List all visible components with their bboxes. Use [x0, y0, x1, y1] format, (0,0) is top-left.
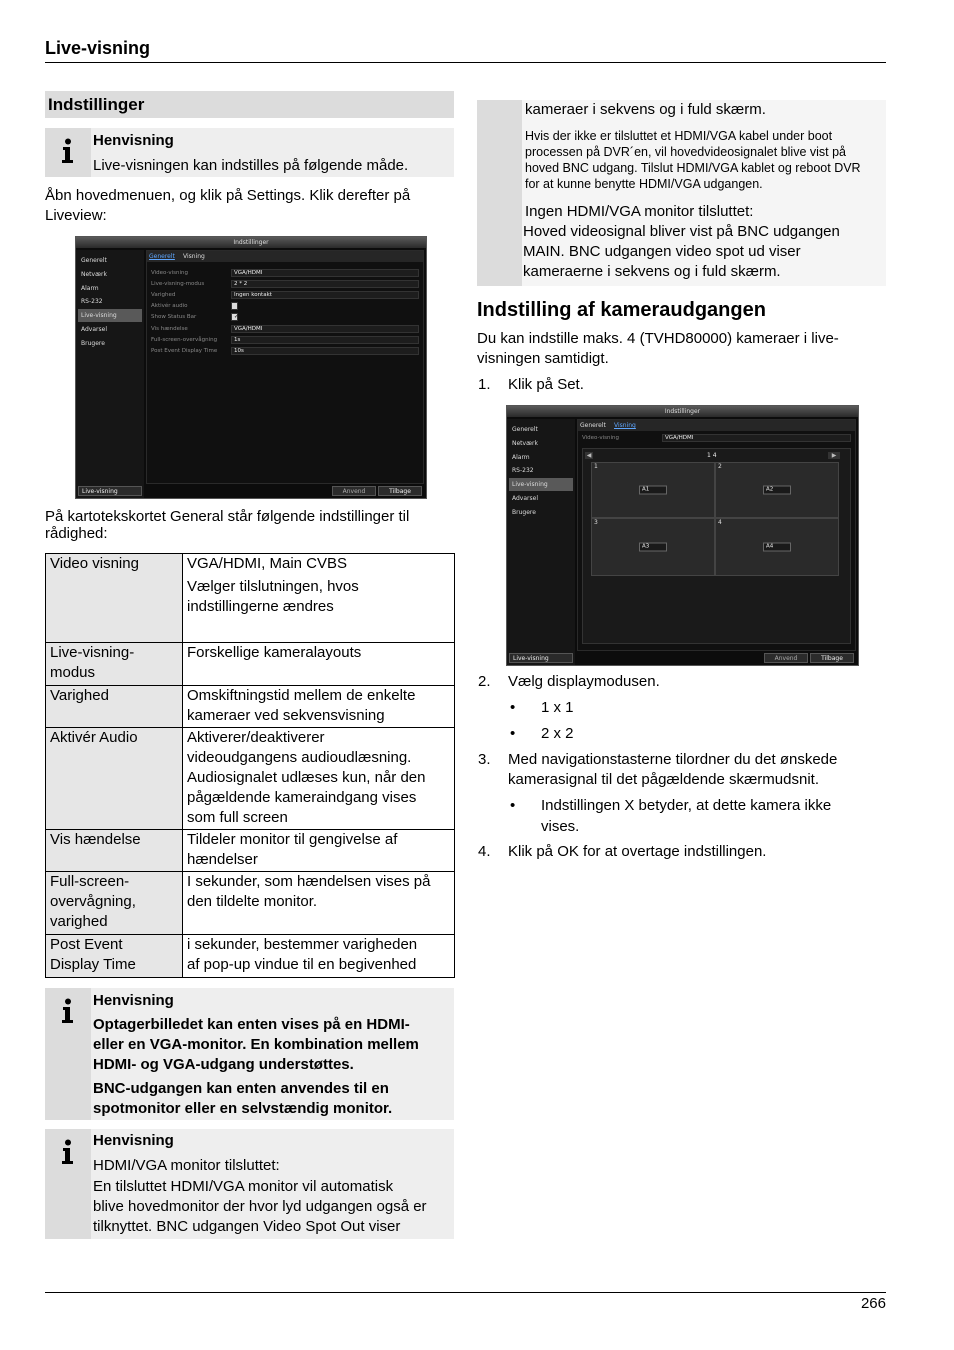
general-tab-paragraph — [45, 507, 454, 544]
sidebar-item-brugere[interactable]: Brugere — [81, 340, 105, 347]
bullet-dot: • — [510, 699, 516, 716]
camera-select[interactable]: A1 — [639, 486, 667, 495]
settings-table — [45, 553, 455, 978]
step-number: 2. — [478, 673, 491, 690]
table-value-cell — [183, 686, 455, 728]
table-row — [46, 830, 455, 872]
text-line: processen på DVR´en, vil hovedvideosignalet blive vist på — [525, 145, 847, 159]
cell-line: kameraer ved sekvensvisning — [187, 707, 385, 724]
cell-line: Tildeler monitor til gengivelse af — [187, 831, 398, 848]
cell-line: Forskellige kameralayouts — [187, 644, 362, 661]
cell-line: Aktivér Audio — [50, 729, 138, 746]
table-key-cell — [46, 830, 183, 872]
setting-label: Live-visning-modus — [151, 281, 205, 287]
text-line: Ingen HDMI/VGA monitor tilsluttet: — [525, 203, 754, 220]
sidebar-item-rs232[interactable]: RS-232 — [81, 298, 103, 305]
setting-label: Full-screen-overvågning — [151, 337, 218, 343]
setting-row — [151, 312, 419, 322]
sidebar-item-live-visning[interactable]: Live-visning — [509, 478, 573, 491]
cell-line: overvågning, — [50, 893, 136, 910]
cell-line: Vis hændelse — [50, 831, 141, 848]
setting-checkbox[interactable] — [231, 302, 238, 310]
cell-line: Vælger tilslutningen, hvos — [187, 578, 359, 595]
text-line: spotmonitor eller en selvstændig monitor. — [93, 1100, 393, 1117]
setting-row — [582, 433, 851, 443]
setting-label: Post Event Display Time — [151, 348, 218, 354]
page-number: 266 — [860, 1295, 886, 1312]
table-value-cell — [183, 728, 455, 830]
section-heading: Indstilling af kameraudgangen — [477, 299, 766, 321]
sidebar-item-generelt[interactable]: Generelt — [512, 426, 538, 433]
cell-line: Live-visning- — [50, 644, 135, 661]
cell-line: af pop-up vindue til en begivenhed — [187, 956, 417, 973]
sidebar-item-advarsel[interactable]: Advarsel — [81, 326, 107, 333]
text-line: blive hovedmonitor der hvor lyd udgangen også er — [93, 1198, 427, 1215]
note-small-text — [525, 128, 884, 192]
setting-row — [151, 268, 419, 278]
step-number: 4. — [478, 843, 491, 860]
cell-line: Varighed — [50, 687, 109, 704]
section-heading — [45, 91, 454, 118]
table-key-cell — [46, 554, 183, 643]
setting-row — [151, 301, 419, 311]
cell-line: videoudgangens audioudlæsning. — [187, 749, 412, 766]
grid-cell[interactable] — [591, 462, 715, 518]
note-icon-column — [45, 128, 91, 177]
back-button[interactable]: Tilbage — [810, 653, 854, 663]
cell-line: i sekunder, bestemmer varigheden — [187, 936, 418, 953]
info-icon — [61, 138, 75, 164]
text-line: rådighed: — [45, 525, 108, 542]
sidebar-item-rs232[interactable]: RS-232 — [512, 467, 534, 474]
cell-line: VGA/HDMI, Main CVBS — [187, 555, 348, 572]
note-paragraph — [93, 1015, 452, 1075]
sidebar-item-generelt[interactable]: Generelt — [81, 257, 107, 264]
tab-visning[interactable]: Visning — [183, 253, 205, 260]
setting-label: Varighed — [151, 292, 176, 298]
text-line: HDMI/VGA monitor tilsluttet: — [93, 1157, 280, 1174]
text-line: Liveview: — [45, 207, 107, 224]
page-indicator: 1 4 — [707, 452, 717, 459]
cell-line: modus — [50, 664, 96, 681]
text-line: Indstillingen X betyder, at dette kamera ikke — [541, 797, 832, 814]
table-value-cell — [183, 935, 455, 978]
note-title: Henvisning — [93, 132, 174, 149]
cell-line: Video visning — [50, 555, 139, 572]
cell-line: indstillingerne ændres — [187, 598, 334, 615]
setting-label: Video-visning — [582, 435, 619, 441]
step-text: Klik på OK for at overtage indstillingen. — [508, 843, 767, 860]
note-icon-column — [45, 1129, 91, 1239]
table-key-cell — [46, 935, 183, 978]
setting-label: Vis hændelse — [151, 326, 188, 332]
setting-dropdown[interactable]: VGA/HDMI — [231, 269, 419, 277]
text-line: for at kunne benytte HDMI/VGA udgangen. — [525, 177, 763, 191]
cell-line: den tildelte monitor. — [187, 893, 318, 910]
cell-number: 2 — [718, 463, 722, 470]
bullet-dot: • — [510, 725, 516, 742]
grid-cell[interactable] — [715, 518, 839, 576]
sidebar-item-alarm[interactable]: Alarm — [512, 454, 530, 461]
text-line: HDMI- og VGA-udgang understøttes. — [93, 1056, 354, 1073]
text-line: hoved BNC udgang. Tilslut HDMI/VGA kablet og reboot DVR — [525, 161, 861, 175]
text-line: Åbn hovedmenuen, og klik på Settings. Klik derefter på — [45, 187, 411, 204]
note-paragraph — [93, 1156, 452, 1237]
sidebar-item-netvaerk[interactable]: Netværk — [81, 271, 107, 278]
setting-label: Video-visning — [151, 270, 188, 276]
table-key-cell — [46, 872, 183, 935]
text-line: eller en VGA-monitor. En kombination mellem — [93, 1036, 419, 1053]
dvr-settings-screenshot — [75, 236, 427, 499]
table-row — [46, 554, 455, 643]
dvr-main-panel — [146, 250, 424, 484]
bullet-text — [541, 796, 881, 837]
note-title: Henvisning — [93, 1132, 174, 1149]
cell-line: Display Time — [50, 956, 136, 973]
text-line: MAIN. BNC udgangen video spot ud viser — [523, 243, 801, 260]
bullet-dot: • — [510, 797, 516, 814]
info-icon — [61, 998, 75, 1024]
next-page-button[interactable]: ▶ — [828, 452, 840, 459]
apply-button[interactable]: Anvend — [332, 486, 376, 496]
step-text: Klik på Set. — [508, 376, 584, 393]
cell-number: 1 — [594, 463, 598, 470]
page-header-title: Live-visning — [45, 38, 151, 58]
sidebar-item-live-visning[interactable]: Live-visning — [78, 309, 142, 322]
cell-line: Omskiftningstid mellem de enkelte — [187, 687, 416, 704]
back-button[interactable]: Tilbage — [378, 486, 422, 496]
text-line: vises. — [541, 818, 580, 835]
layout-grid — [582, 448, 851, 644]
table-row — [46, 872, 455, 935]
text-line: Du kan indstille maks. 4 (TVHD80000) kameraer i live- — [477, 330, 839, 347]
text-line: kameraerne i sekvens og i fuld skærm. — [523, 263, 781, 280]
setting-dropdown[interactable]: 10s — [231, 347, 419, 355]
camera-select[interactable]: A3 — [639, 543, 667, 552]
dvr-sidebar — [507, 419, 575, 665]
setting-dropdown[interactable]: 2 * 2 — [231, 280, 419, 288]
grid-cell[interactable] — [591, 518, 715, 576]
step-text: Vælg displaymodusen. — [508, 673, 660, 690]
text-line: kameraer i sekvens og i fuld skærm. — [525, 101, 766, 118]
cell-number: 3 — [594, 519, 598, 526]
footer-divider — [45, 1292, 886, 1293]
text-line: En tilsluttet HDMI/VGA monitor vil automatisk — [93, 1178, 394, 1195]
camera-select[interactable]: A4 — [763, 543, 791, 552]
section-heading-text: Indstillinger — [48, 95, 145, 114]
table-key-cell — [46, 686, 183, 728]
note-text: Live-visningen kan indstilles på følgende måde. — [93, 157, 409, 174]
camera-select[interactable]: A2 — [763, 486, 791, 495]
text-line: BNC-udgangen kan enten anvendes til en — [93, 1080, 389, 1097]
cell-line: I sekunder, som hændelsen vises på — [187, 873, 431, 890]
text-line: På kartotekskortet General står følgende indstillinger til — [45, 508, 410, 525]
note-box — [45, 128, 454, 177]
note-icon-column — [45, 988, 91, 1120]
info-icon — [61, 1139, 75, 1165]
note-box-continued — [477, 100, 886, 286]
note-paragraph — [523, 202, 884, 282]
bullet-text: 2 x 2 — [541, 725, 574, 742]
table-key-cell — [46, 643, 183, 686]
tab-visning[interactable]: Visning — [614, 422, 636, 429]
table-key-cell — [46, 728, 183, 830]
cell-line: varighed — [50, 913, 108, 930]
text-line: Hoved videosignal bliver vist på BNC udgangen — [523, 223, 840, 240]
cell-line: hændelser — [187, 851, 258, 868]
note-box — [45, 988, 454, 1120]
setting-row — [151, 279, 419, 289]
table-value-cell — [183, 643, 455, 686]
table-value-cell — [183, 830, 455, 872]
window-title: Indstillinger — [507, 406, 858, 417]
setting-row — [151, 335, 419, 345]
table-row — [46, 643, 455, 686]
tab-bar — [147, 251, 423, 262]
cell-line: som full screen — [187, 809, 288, 826]
dvr-sidebar — [76, 250, 144, 498]
current-menu-label: Live-visning — [78, 486, 142, 496]
setting-dropdown[interactable]: VGA/HDMI — [662, 434, 851, 442]
table-row — [46, 935, 455, 978]
setting-label: Aktivér audio — [151, 303, 188, 309]
table-row — [46, 728, 455, 830]
bullet-text: 1 x 1 — [541, 699, 574, 716]
step-number: 1. — [478, 376, 491, 393]
table-row — [46, 686, 455, 728]
current-menu-label: Live-visning — [509, 653, 573, 663]
setting-label: Show Status Bar — [151, 314, 197, 320]
setting-dropdown[interactable]: 1s — [231, 336, 419, 344]
tab-generelt[interactable]: Generelt — [580, 422, 606, 429]
cell-line: Full-screen- — [50, 873, 130, 890]
setting-row — [151, 290, 419, 300]
setting-dropdown[interactable]: VGA/HDMI — [231, 325, 419, 333]
grid-cell[interactable] — [715, 462, 839, 518]
text-line: visningen samtidigt. — [477, 350, 609, 367]
intro-paragraph — [45, 186, 454, 226]
section-intro — [477, 329, 886, 369]
tab-bar — [578, 420, 855, 431]
setting-dropdown[interactable]: Ingen kontakt — [231, 291, 419, 299]
step-text — [508, 750, 888, 790]
setting-checkbox[interactable]: ✓ — [231, 313, 238, 321]
sidebar-item-alarm[interactable]: Alarm — [81, 285, 99, 292]
note-box — [45, 1129, 454, 1239]
cell-line: Post Event — [50, 936, 123, 953]
note-icon-column — [477, 100, 522, 286]
sidebar-item-brugere[interactable]: Brugere — [512, 509, 536, 516]
tab-generelt[interactable]: Generelt — [149, 253, 175, 260]
table-value-cell — [183, 554, 455, 643]
cell-line: Aktiverer/deaktiverer — [187, 729, 325, 746]
step-number: 3. — [478, 751, 491, 768]
text-line: Optagerbilledet kan enten vises på en HDMI- — [93, 1016, 410, 1033]
text-line: Hvis der ikke er tilsluttet et HDMI/VGA kabel under boot — [525, 129, 833, 143]
setting-row — [151, 346, 419, 356]
prev-page-button[interactable]: ◀ — [586, 452, 592, 459]
window-title: Indstillinger — [76, 237, 426, 248]
header-divider — [45, 62, 886, 63]
note-paragraph — [93, 1079, 452, 1119]
table-value-cell — [183, 872, 455, 935]
cell-number: 4 — [718, 519, 722, 526]
setting-row — [151, 324, 419, 334]
sidebar-item-netvaerk[interactable]: Netværk — [512, 440, 538, 447]
dvr-main-panel — [577, 419, 856, 651]
text-line: kamerasignal til det pågældende skærmudsnit. — [508, 771, 819, 788]
cell-line: pågældende kameraindgang vises — [187, 789, 417, 806]
dvr-camera-output-screenshot — [506, 405, 859, 666]
cell-line: Audiosignalet udlæses kun, når den — [187, 769, 426, 786]
text-line: Med navigationstasterne tilordner du det ønskede — [508, 751, 838, 768]
apply-button[interactable]: Anvend — [764, 653, 808, 663]
sidebar-item-advarsel[interactable]: Advarsel — [512, 495, 538, 502]
note-title: Henvisning — [93, 992, 174, 1009]
text-line: tilknyttet. BNC udgangen Video Spot Out viser — [93, 1218, 401, 1235]
